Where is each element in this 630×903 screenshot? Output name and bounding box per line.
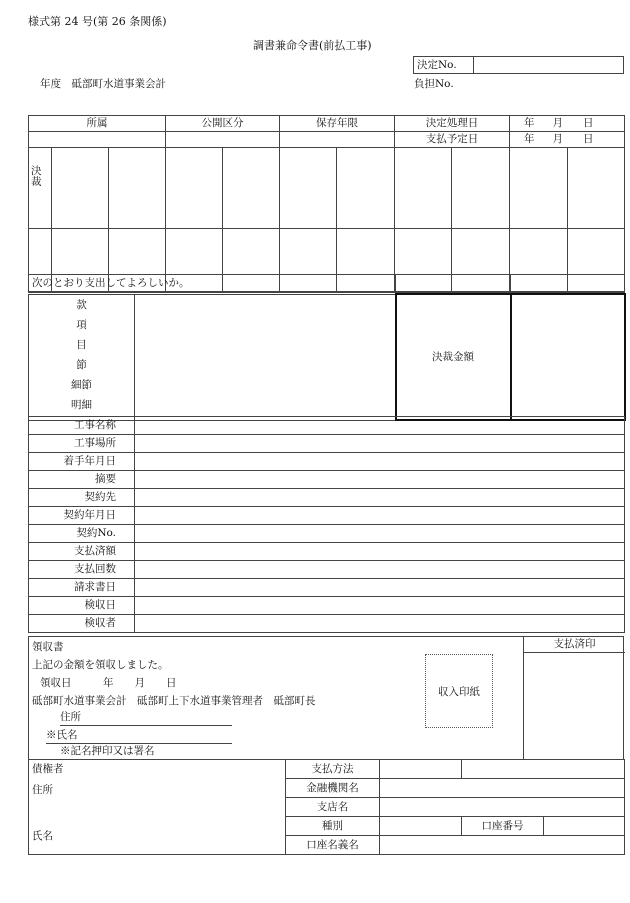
item-field[interactable] [135, 561, 625, 579]
receipt-statement: 上記の金額を領収しました。 [32, 659, 169, 671]
stamp-cell[interactable] [510, 148, 568, 229]
budget-items-field[interactable] [135, 294, 396, 420]
expenditure-prompt: 次のとおり支出してよろしいか。 [29, 275, 396, 293]
form-title: 調書兼命令書(前払工事) [253, 39, 372, 52]
decision-amount-field[interactable] [511, 294, 625, 420]
payee-line: 砥部町水道事業会計 砥部町上下水道事業管理者 砥部町長 [32, 695, 316, 707]
branch-field[interactable] [380, 798, 625, 817]
item-label: 契約先 [29, 489, 135, 507]
account-type-label: 種別 [286, 817, 380, 836]
budget-item-kou: 項 [76, 318, 87, 331]
item-field[interactable] [135, 489, 625, 507]
budget-item-meisai: 明細 [71, 398, 92, 411]
account-no-field[interactable] [544, 817, 625, 836]
stamp-cell[interactable] [452, 148, 510, 229]
retention-field[interactable] [280, 132, 395, 148]
payment-date-label: 支払予定日 [395, 132, 510, 148]
header-affiliation: 所属 [29, 116, 166, 132]
creditor-info[interactable] [29, 760, 286, 855]
receipt-address-label: 住所 [60, 711, 81, 723]
item-field[interactable] [135, 471, 625, 489]
account-holder-label: 口座名義名 [286, 836, 380, 855]
budget-item-saisetsu: 細節 [71, 378, 92, 391]
stamp-cell[interactable] [568, 148, 625, 229]
bank-field[interactable] [380, 779, 625, 798]
stamp-cell[interactable] [109, 148, 166, 229]
payment-method-label: 支払方法 [286, 760, 380, 779]
decision-no-box [413, 56, 624, 74]
decision-date-field[interactable]: 年 月 日 [510, 116, 625, 132]
blank-cell [511, 275, 625, 293]
payment-method-extra[interactable] [462, 760, 625, 779]
payment-method-field[interactable] [380, 760, 462, 779]
account-type-field[interactable] [380, 817, 462, 836]
budget-item-kan: 款 [76, 298, 87, 311]
item-field[interactable] [135, 579, 625, 597]
payment-date-field[interactable]: 年 月 日 [510, 132, 625, 148]
item-field[interactable] [135, 597, 625, 615]
seal-note: ※記名押印又は署名 [60, 745, 155, 757]
item-field[interactable] [135, 453, 625, 471]
creditor-label: 債権者 [32, 763, 64, 775]
stamp-cell[interactable] [395, 148, 452, 229]
decision-date-label: 決定処理日 [395, 116, 510, 132]
kessai-label: 決裁 [29, 148, 52, 229]
item-label: 工事名称 [29, 417, 135, 435]
account-holder-field[interactable] [380, 836, 625, 855]
item-label: 検収日 [29, 597, 135, 615]
item-field[interactable] [135, 507, 625, 525]
item-field[interactable] [135, 525, 625, 543]
item-label: 支払済額 [29, 543, 135, 561]
creditor-table [28, 759, 625, 855]
budget-item-setsu: 節 [76, 358, 87, 371]
expenditure-prompt-row [28, 274, 625, 293]
budget-item-moku: 目 [76, 338, 87, 351]
item-field[interactable] [135, 543, 625, 561]
fiscal-year: 年度 砥部町水道事業会計 [40, 78, 166, 90]
receipt-section [28, 636, 624, 760]
creditor-address-label: 住所 [32, 783, 53, 796]
budget-items [29, 294, 135, 420]
burden-no-label: 負担No. [414, 78, 454, 90]
item-label: 請求書日 [29, 579, 135, 597]
decision-no-label: 決定No. [414, 57, 474, 74]
form-number: 様式第 24 号(第 26 条関係) [28, 15, 167, 28]
item-label: 契約No. [29, 525, 135, 543]
name-line[interactable] [46, 730, 232, 744]
stamp-cell[interactable] [337, 148, 395, 229]
decision-amount-label: 決裁金額 [396, 294, 511, 420]
account-no-label: 口座番号 [462, 817, 544, 836]
branch-label: 支店名 [286, 798, 380, 817]
item-field[interactable] [135, 435, 625, 453]
header-retention: 保存年限 [280, 116, 395, 132]
item-label: 契約年月日 [29, 507, 135, 525]
receipt-name-label: ※氏名 [46, 729, 78, 741]
approval-grid [28, 115, 625, 292]
paid-stamp-label: 支払済印 [524, 636, 625, 653]
received-date: 領収日 年 月 日 [40, 677, 177, 689]
item-field[interactable] [135, 615, 625, 633]
decision-no-field[interactable] [474, 57, 624, 74]
item-label: 着手年月日 [29, 453, 135, 471]
paid-stamp-area[interactable] [523, 636, 625, 760]
revenue-stamp-box[interactable] [425, 654, 493, 728]
address-line[interactable] [60, 712, 232, 726]
item-label: 検収者 [29, 615, 135, 633]
item-table [28, 416, 625, 633]
creditor-name-label: 氏名 [32, 830, 53, 842]
affiliation-field[interactable] [29, 132, 166, 148]
budget-amount-table [28, 293, 626, 421]
stamp-cell[interactable] [166, 148, 223, 229]
revenue-stamp-label: 収入印紙 [438, 686, 480, 698]
receipt-title: 領収書 [32, 641, 64, 653]
item-label: 摘要 [29, 471, 135, 489]
bank-label: 金融機関名 [286, 779, 380, 798]
stamp-cell[interactable] [280, 148, 337, 229]
blank-cell [396, 275, 511, 293]
stamp-cell[interactable] [223, 148, 280, 229]
disclosure-field[interactable] [166, 132, 280, 148]
stamp-cell[interactable] [52, 148, 109, 229]
item-label: 支払回数 [29, 561, 135, 579]
item-label: 工事場所 [29, 435, 135, 453]
header-disclosure: 公開区分 [166, 116, 280, 132]
item-field[interactable] [135, 417, 625, 435]
